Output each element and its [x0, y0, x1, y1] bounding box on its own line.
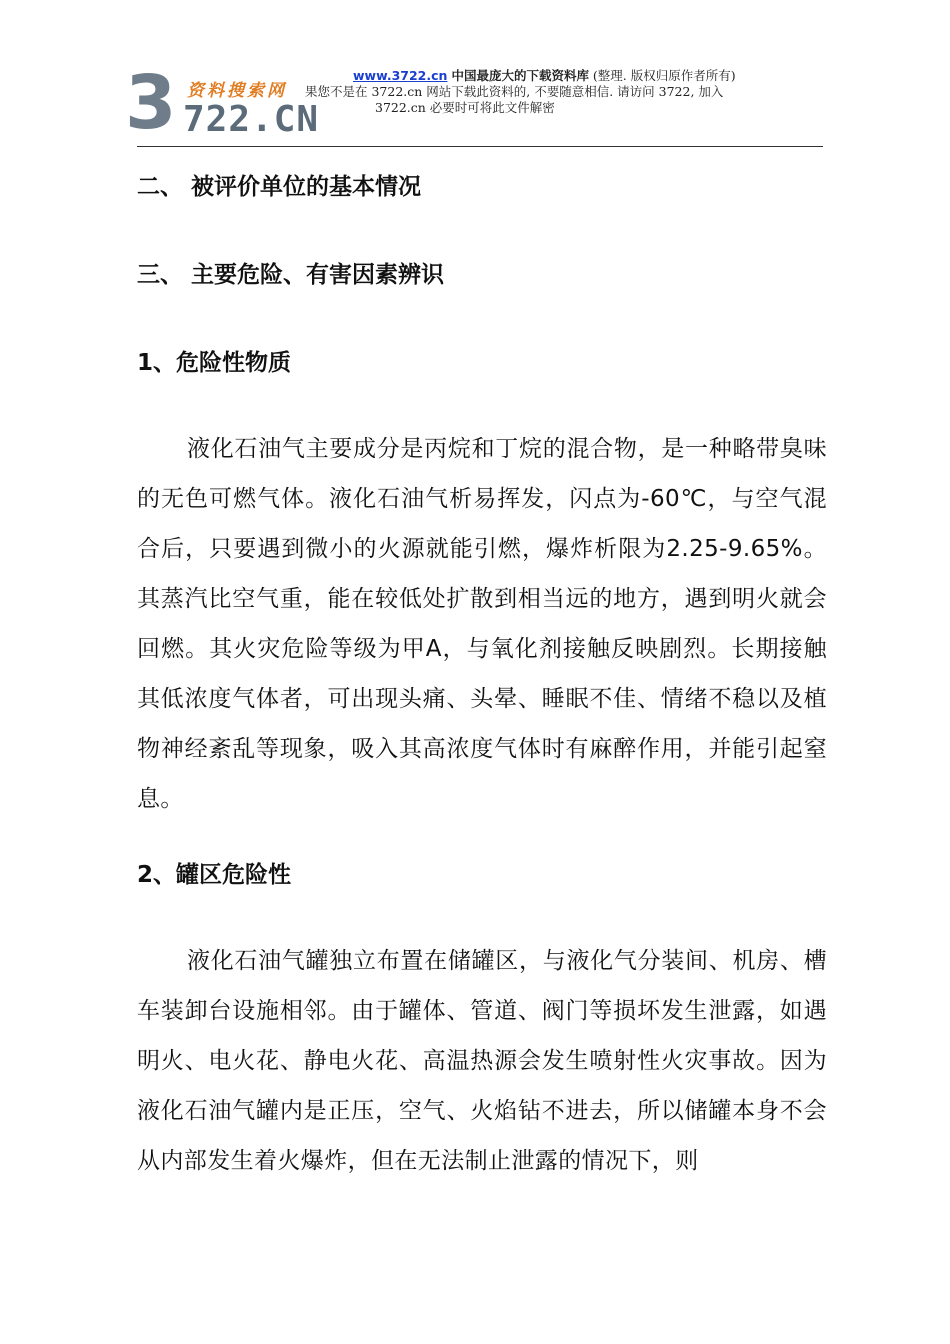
- logo-domain: 722.CN: [183, 99, 320, 140]
- section-heading-3: 三、 主要危险、有害因素辨识: [137, 262, 445, 288]
- header-divider: [137, 146, 823, 147]
- download-notice: [305, 68, 805, 116]
- notice-title: 中国最庞大的下载资料库: [451, 68, 589, 83]
- notice-line-2: 果您不是在 3722.cn 网站下载此资料的, 不要随意相信. 请访问 3722, 加入: [305, 84, 724, 99]
- site-link[interactable]: www.3722.cn: [353, 68, 448, 83]
- site-logo[interactable]: [125, 60, 325, 146]
- logo-tagline: 资料搜索网: [187, 81, 287, 101]
- section-heading-2: 二、 被评价单位的基本情况: [137, 174, 422, 200]
- page-header: [0, 0, 950, 150]
- notice-line-3: 3722.cn 必要时可将此文件解密: [375, 100, 555, 115]
- notice-copyright: (整理. 版权归原作者所有): [588, 68, 736, 83]
- notice-line-1: [305, 68, 805, 84]
- subsection-heading-1: 1、危险性物质: [137, 350, 292, 376]
- paragraph-hazardous-material: 液化石油气主要成分是丙烷和丁烷的混合物，是一种略带臭味的无色可燃气体。液化石油气析易挥发，闪点为-60℃，与空气混合后，只要遇到微小的火源就能引燃，爆炸析限为2.25-9.65%。其蒸汽比空气重，能在较低处扩散到相当远的地方，遇到明火就会回燃。其火灾危险等级为甲A，与氧化剂接触反映剧烈。长期接触其低浓度气体者，可出现头痛、头晕、睡眠不佳、情绪不稳以及植物神经紊乱等现象，吸入其高浓度气体时有麻醉作用，并能引起窒息。: [137, 436, 827, 812]
- logo-digit: 3: [125, 60, 177, 146]
- subsection-heading-2: 2、罐区危险性: [137, 862, 292, 888]
- paragraph-tank-area-hazard: 液化石油气罐独立布置在储罐区，与液化气分装间、机房、槽车装卸台设施相邻。由于罐体、管道、阀门等损坏发生泄露，如遇明火、电火花、静电火花、高温热源会发生喷射性火灾事故。因为液化石油气罐内是正压，空气、火焰钻不进去，所以储罐本身不会从内部发生着火爆炸，但在无法制止泄露的情况下，则: [137, 948, 827, 1174]
